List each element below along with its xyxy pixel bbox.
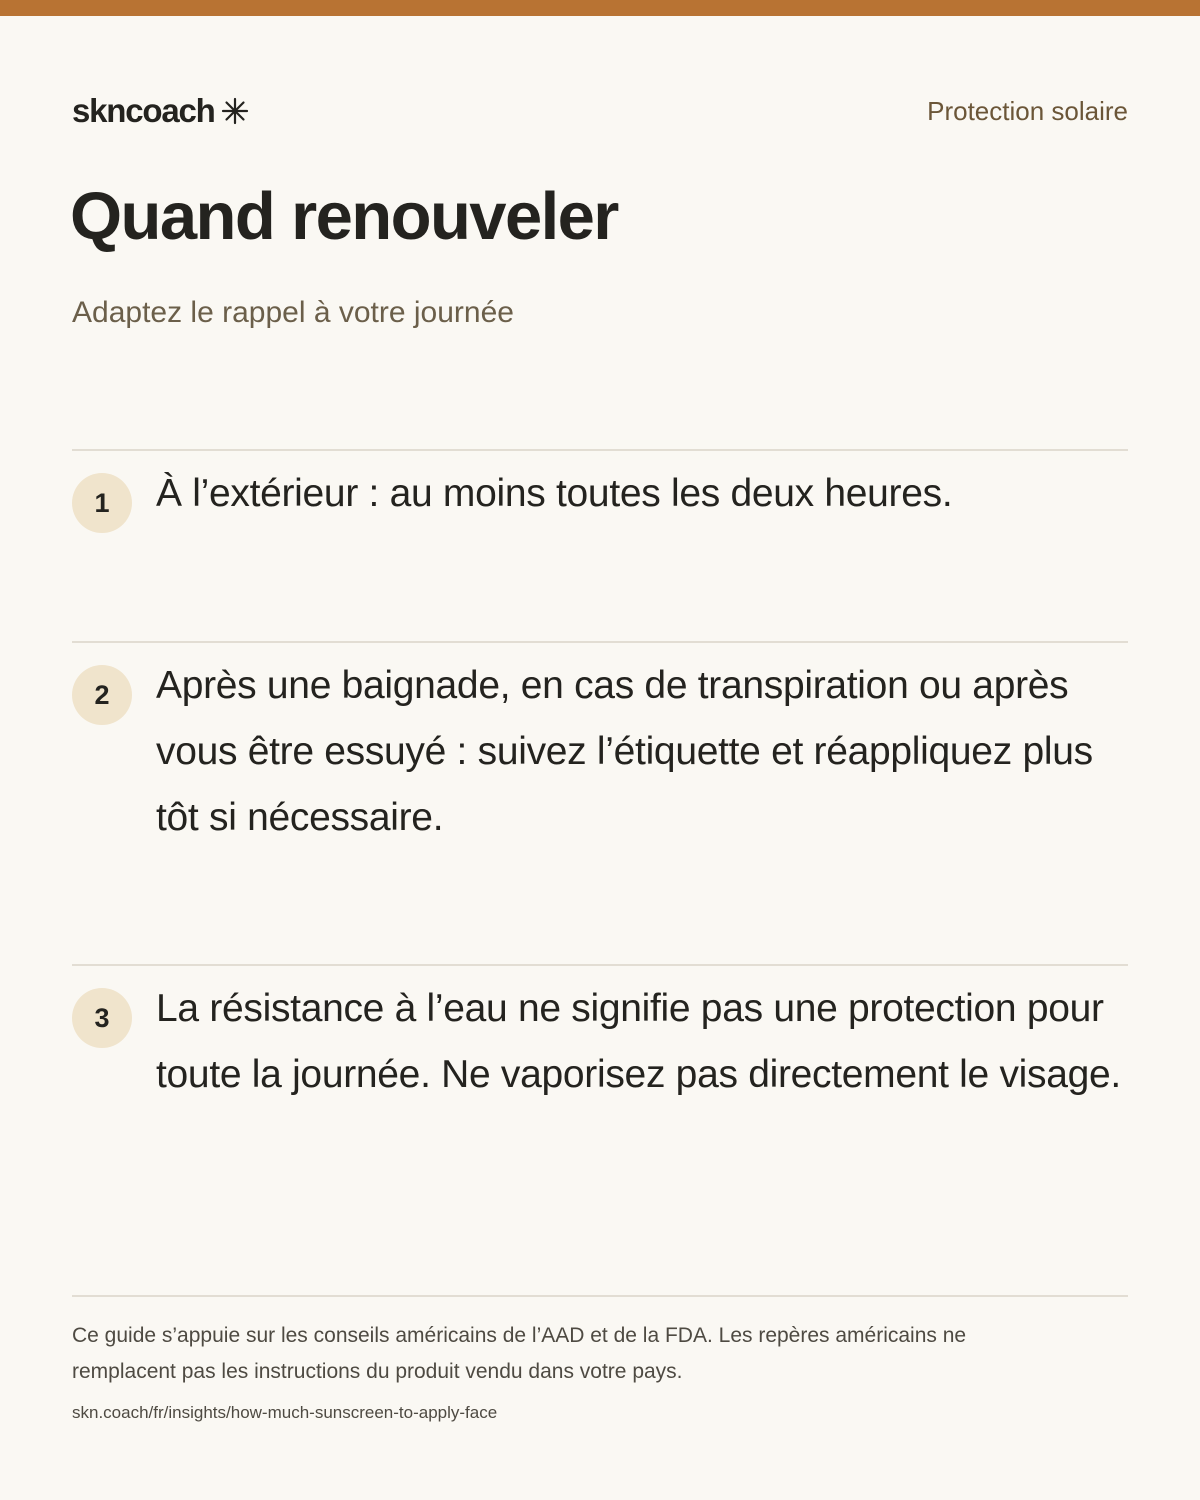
step-number-badge: 3 <box>72 988 132 1048</box>
page-subtitle: Adaptez le rappel à votre journée <box>72 296 514 329</box>
step-number-badge: 2 <box>72 665 132 725</box>
logo[interactable] <box>72 92 249 130</box>
step-text: La résistance à l’eau ne signifie pas une protection pour toute la journée. Ne vaporisez pas directement le visage. <box>156 987 1121 1096</box>
asterisk-icon <box>221 97 249 125</box>
logo-text: skncoach <box>72 92 215 129</box>
step-text: Après une baignade, en cas de transpiration ou après vous être essuyé : suivez l’étiquette et réappliquez plus tôt si nécessaire. <box>156 664 1093 839</box>
divider <box>72 449 1128 451</box>
divider <box>72 641 1128 643</box>
divider <box>72 1295 1128 1297</box>
page-title: Quand renouveler <box>70 179 618 254</box>
divider <box>72 964 1128 966</box>
source-link[interactable]: skn.coach/fr/insights/how-much-sunscreen-to-apply-face <box>72 1403 498 1422</box>
category-label: Protection solaire <box>927 96 1128 126</box>
footer-note: Ce guide s’appuie sur les conseils américains de l’AAD et de la FDA. Les repères américains ne remplacent pas les instructions du produit vendu dans votre pays. <box>72 1324 967 1383</box>
step-text: À l’extérieur : au moins toutes les deux heures. <box>156 472 953 515</box>
step-number-badge: 1 <box>72 473 132 533</box>
header <box>72 88 1128 136</box>
accent-top-bar <box>0 0 1200 16</box>
